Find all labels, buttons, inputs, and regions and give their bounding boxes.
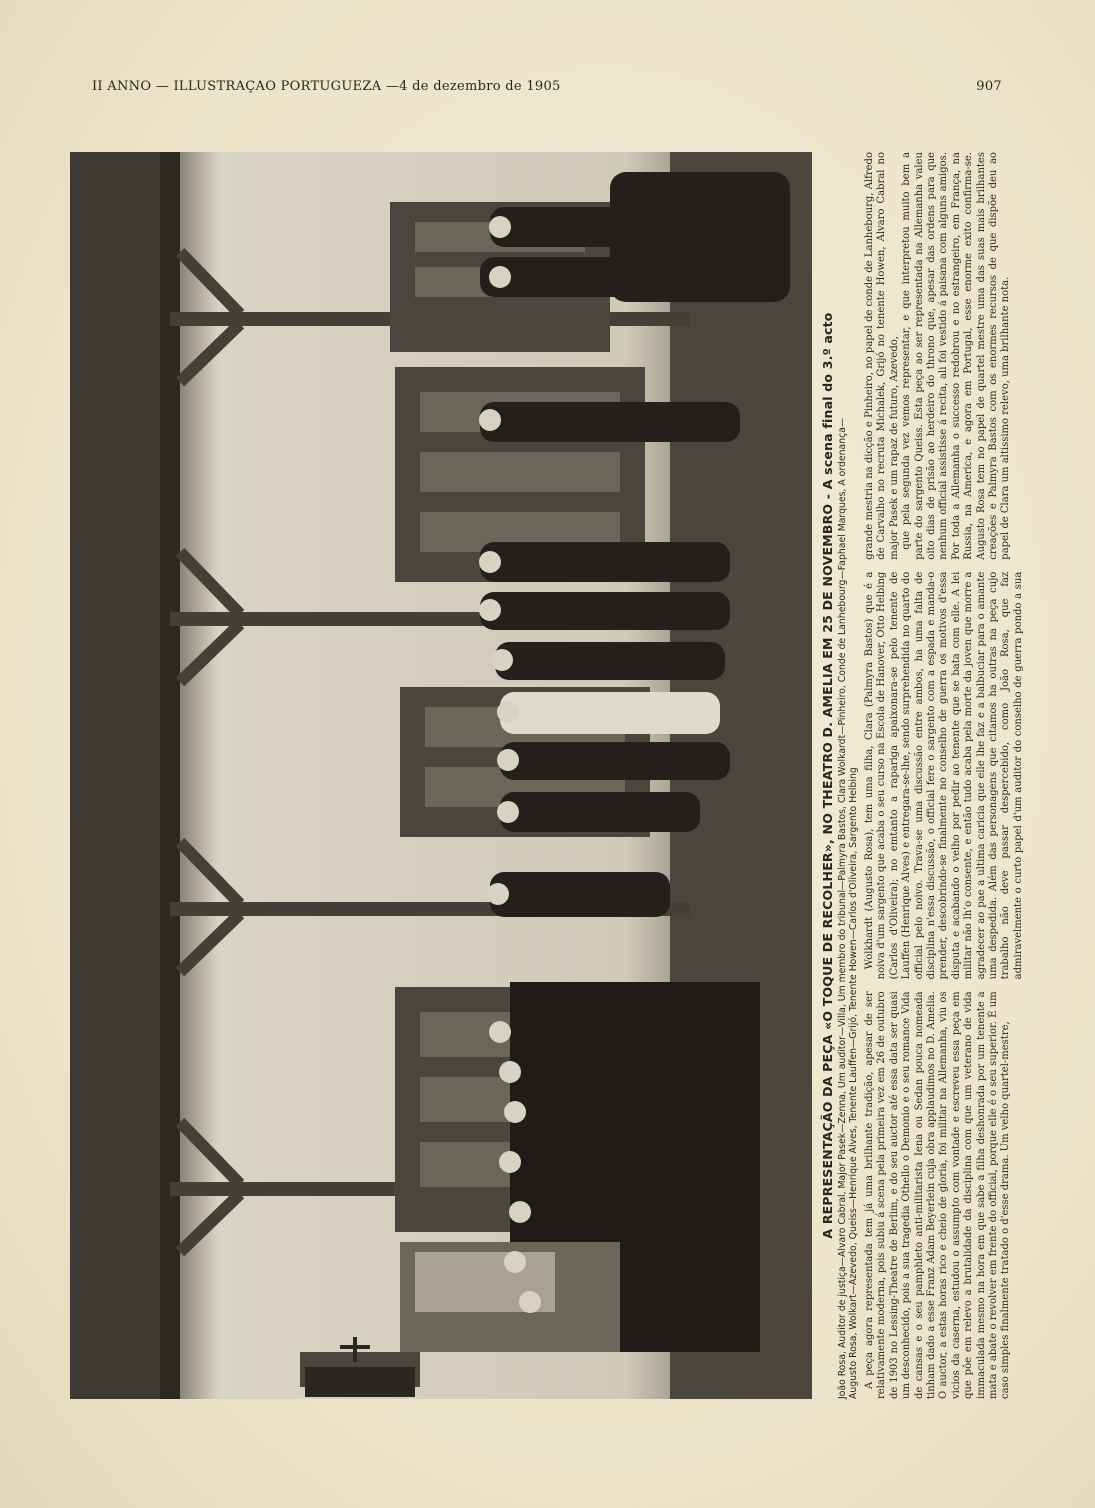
stage-photograph bbox=[70, 152, 812, 1399]
page-header bbox=[92, 79, 1002, 99]
cast-line-1: João Rosa, Auditor de justiça—Alvaro Cabral, Major Pasek—Zenna, Um auditor—Villa, Um membro do tribunal—Palmyra Bastos, Clara Wolkardt—Pinheiro, Conde de Lanhebourg—Faphael Marques, A ordenança— bbox=[837, 417, 848, 1399]
cast-line-2: Augusto Rosa, Wolkart—Azevedo, Queiss—Henrique Alves, Tenente Lauffen—Grijó, Tenente Howen—Carlos d'Oliveira, Sargento Helbing bbox=[848, 767, 859, 1399]
article-column-3: que pela segunda vez vemos representar, e que interpretou muito bem a parte do sargento Queiss. Esta peça ao ser representada na Allemanha valeu oito dias de prisão ao herdeiro do throno que, apesar das ordens para que nenhum official assistisse á recita, ali foi vestido á paisana com alguns amigos. Por toda a Allemanha o successo redobrou e no estrangeiro, em França, na Russia, na America, e agora em Portugal, esse enorme exito confirma-se. Augusto Rosa tem no papel de quartel mestre uma das suas mais brilhantes creações e Palmyra Bastos com os enormes recursos de que dispõe deu ao papel de Clara um altissimo relevo, uma brilhante nota. bbox=[901, 152, 1012, 560]
article-columns bbox=[864, 152, 1040, 1399]
page-number: 907 bbox=[976, 79, 1002, 94]
stage-scene-illustration bbox=[70, 152, 812, 1399]
article-column-1: A peça agora representada tem já uma brilhante tradição, apesar de ser relativamente moderna, pois subiu á scena pela primeira vez em 26 de outubro de 1903 no Lessing-Theatre de Berlim, e do seu auctor até essa data ser quasi um desconhecido, pois a sua tragedia Othello o Demonio e o seu romance Vida de cansas e o seu pamphleto anti-militarista Iena ou Sedan pouca nomeada tinham dado a esse Franz Adam Beyerlein cuja obra applaudimos no D. Amelia. O auctor, a estas horas rico e cheio de gloria, foi militar na Allemanha, viu os vicios da caserna, estudou o assumpto com vontade e escreveu essa peça em que pôe em relevo a brutalidade da disciplina com que um veterano de vida immaculada mesmo na hora em que sabe a filha deshonrada por um tenente a mata e abate o revolver em frente do official, porque elle é o seu superior. É um caso simples finalmente tratado o d'esse drama. Um velho quartel-mestre, bbox=[864, 991, 1012, 1399]
caption-and-article bbox=[820, 152, 1050, 1399]
cast-list bbox=[837, 152, 859, 1399]
article-column-2: Wolkhardt (Augusto Rosa), tem uma filha, Clara (Palmyra Bastos) que é a noiva d'um sargento que acaba o seu curso na Escola de Hanover, Otto Helbing (Carlos d'Oliveira); no emtanto a rapariga apaixonara-se pelo tenente de Lauffen (Henrique Alves) e entregara-se-lhe, sendo surprehendida no quarto do official pelo noivo. Trava-se uma discussão entre ambos, ha uma falta de disciplina n'essa discussão, o official fere o sargento com a espada e manda-o prender, descobrindo-se finalmente no conselho de guerra os motivos d'essa disputa e acabando o velho por pedir ao tenente que se bata com elle. A lei militar não lh'o consente, e então tudo acaba pela morte da joven que morre a agradecer ao pae a ultima caricia que elle lhe faz e a balbuciar para o amante uma despedida. Além das personagens que citamos ha outras na peça cujo trabalho não deve passar despercebido, como João Rosa, que faz admiravelmente o curto papel d'um auditor do conselho de guerra pondo a sua grande mestria na dicção e Pinheiro, no papel de conde de Lanhebourg, Alfredo de Carvalho no recruta Michalek, Grijó no tenente Howen, Alvaro Cabral no major Pasek e um rapaz de futuro, Azevedo, bbox=[864, 152, 1024, 980]
photo-caption-title: A REPRESENTAÇÃO DA PEÇA «O TOQUE DE RECOLHER», NO THEATRO D. AMELIA EM 25 DE NOVEMBRO - A scena final do 3.º acto bbox=[820, 312, 835, 1239]
running-head: II ANNO — ILLUSTRAÇAO PORTUGUEZA —4 de dezembro de 1905 bbox=[92, 79, 561, 94]
